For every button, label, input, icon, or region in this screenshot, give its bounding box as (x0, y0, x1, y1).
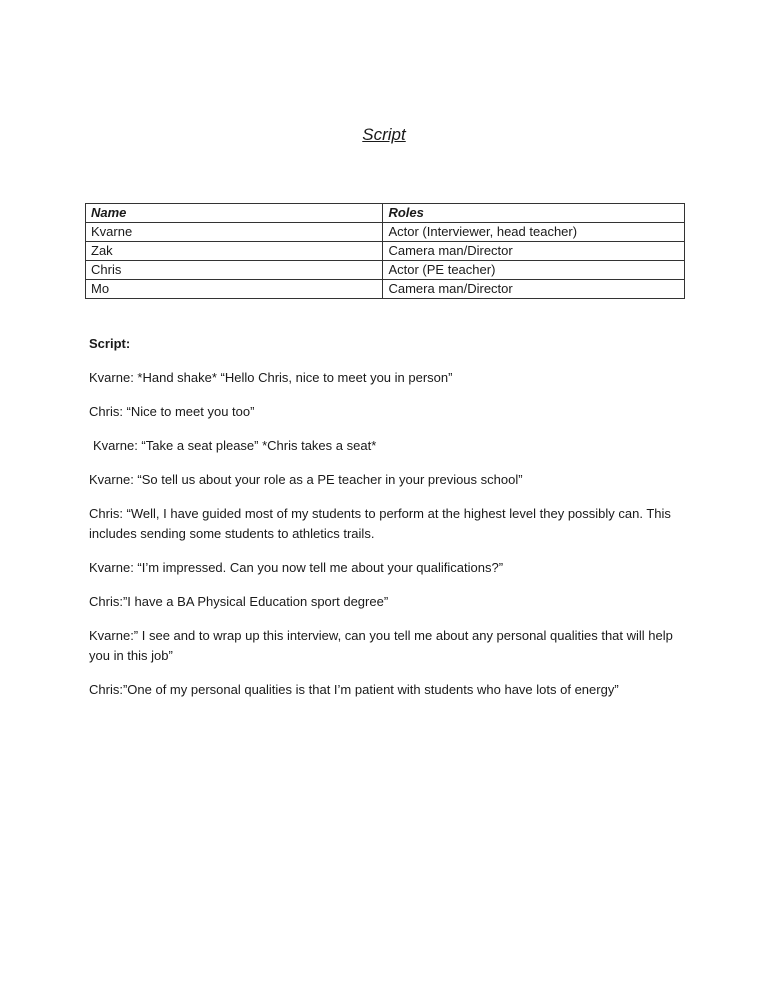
table-header-row (86, 204, 685, 223)
cell-role: Actor (PE teacher) (383, 261, 685, 280)
dialogue-line: Kvarne: “I’m impressed. Can you now tell me about your qualifications?” (89, 560, 504, 575)
table-row (86, 242, 685, 261)
table-row (86, 223, 685, 242)
dialogue-line: Chris:”One of my personal qualities is that I’m patient with students who have lots of energy” (89, 682, 619, 697)
cell-name: Mo (86, 280, 383, 299)
cell-role: Camera man/Director (383, 242, 685, 261)
dialogue-line: Kvarne: “So tell us about your role as a PE teacher in your previous school” (89, 472, 523, 487)
column-header-roles: Roles (383, 204, 685, 223)
cell-role: Actor (Interviewer, head teacher) (383, 223, 685, 242)
script-section (89, 334, 679, 714)
dialogue-line: Kvarne:” I see and to wrap up this interview, can you tell me about any personal qualities that will help you in this job” (89, 628, 673, 663)
roles-table (85, 203, 685, 299)
dialogue-line: Chris: “Nice to meet you too” (89, 404, 255, 419)
dialogue-line: Kvarne: “Take a seat please” *Chris takes a seat* (93, 438, 377, 453)
cell-name: Kvarne (86, 223, 383, 242)
script-heading: Script: (89, 336, 131, 351)
table-row (86, 280, 685, 299)
table-row (86, 261, 685, 280)
dialogue-line: Chris:”I have a BA Physical Education sport degree” (89, 594, 389, 609)
dialogue-line: Chris: “Well, I have guided most of my students to perform at the highest level they possibly can. This includes sending some students to athletics trails. (89, 506, 671, 541)
cell-name: Chris (86, 261, 383, 280)
cell-role: Camera man/Director (383, 280, 685, 299)
dialogue-line: Kvarne: *Hand shake* “Hello Chris, nice to meet you in person” (89, 370, 453, 385)
document-title: Script (362, 125, 406, 144)
column-header-name: Name (86, 204, 383, 223)
cell-name: Zak (86, 242, 383, 261)
